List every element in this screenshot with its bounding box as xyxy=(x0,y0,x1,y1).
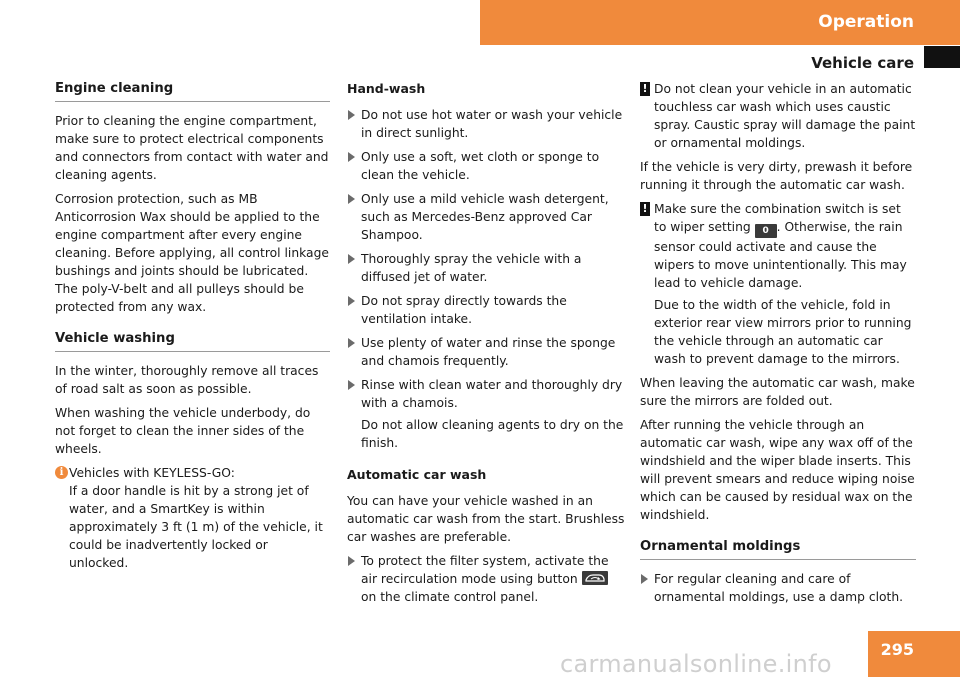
heading-hand-wash: Hand-wash xyxy=(347,81,426,96)
warning-note: ! Make sure the combination switch is set to wiper setting 0 . Otherwise, the rain sensor could activate and cause the wipers to move unintentionally. This may lead to vehicle damage. Due to the width of the vehicle, fold in exterior rear view mirrors prior to running the vehicle through an automatic car wash to prevent damage to the mirrors. xyxy=(640,200,916,368)
list-item: For regular cleaning and care of ornamental moldings, use a damp cloth. xyxy=(640,570,916,606)
list-item: To protect the filter system, activate the air recirculation mode using button on the climate control panel. xyxy=(347,552,625,606)
list-item: Thoroughly spray the vehicle with a diffused jet of water. xyxy=(347,250,625,286)
arrow-bullet-icon xyxy=(348,194,355,204)
page-number: 295 xyxy=(880,640,914,659)
paragraph: Prior to cleaning the engine compartment, make sure to protect electrical components and connectors from contact with water and cleaning agents. xyxy=(55,114,329,182)
list-item: Only use a soft, wet cloth or sponge to clean the vehicle. xyxy=(347,148,625,184)
paragraph: You can have your vehicle washed in an automatic car wash from the start. Brushless car washes are preferable. xyxy=(347,494,625,544)
arrow-bullet-icon xyxy=(641,574,648,584)
list-item: Only use a mild vehicle wash detergent, such as Mercedes-Benz approved Car Shampoo. xyxy=(347,190,625,244)
info-note xyxy=(55,464,330,572)
paragraph: Corrosion protection, such as MB Anticorrosion Wax should be applied to the engine compartment after every engine cleaning. Before applying, all control linkage bushings and joints should be lubricated. The poly-V-belt and all pulleys should be protected from any wax. xyxy=(55,192,329,314)
info-note-line1: Vehicles with KEYLESS-GO: xyxy=(69,466,235,480)
paragraph: In the winter, thoroughly remove all traces of road salt as soon as possible. xyxy=(55,364,319,396)
list-item-continuation: Do not allow cleaning agents to dry on the finish. xyxy=(361,418,624,450)
wiper-setting-key: 0 xyxy=(755,224,777,238)
heading-engine-cleaning: Engine cleaning xyxy=(55,80,330,102)
info-icon: i xyxy=(55,466,68,479)
paragraph: When leaving the automatic car wash, make sure the mirrors are folded out. xyxy=(640,376,915,408)
arrow-bullet-icon xyxy=(348,556,355,566)
arrow-bullet-icon xyxy=(348,110,355,120)
heading-automatic-car-wash: Automatic car wash xyxy=(347,467,487,482)
warning-note: ! Do not clean your vehicle in an automatic touchless car wash which uses caustic spray. Caustic spray will damage the paint or ornamental moldings. xyxy=(640,80,916,152)
paragraph: When washing the vehicle underbody, do not forget to clean the inner sides of the wheels. xyxy=(55,406,311,456)
watermark: carmanualsonline.info xyxy=(560,650,832,678)
warning-continuation: Due to the width of the vehicle, fold in exterior rear view mirrors prior to running the vehicle through an automatic car wash to prevent damage to the mirrors. xyxy=(654,298,912,366)
heading-ornamental-moldings: Ornamental moldings xyxy=(640,538,916,560)
section-tab xyxy=(480,0,960,45)
corner-marker xyxy=(924,46,960,68)
column-2 xyxy=(347,80,625,612)
list-item: Do not use hot water or wash your vehicle in direct sunlight. xyxy=(347,106,625,142)
column-1 xyxy=(55,80,330,578)
list-item: Use plenty of water and rinse the sponge and chamois frequently. xyxy=(347,334,625,370)
paragraph: After running the vehicle through an automatic car wash, wipe any wax off of the windshield and the wiper blade inserts. This will prevent smears and reduce wiping noise which can be caused by residual wax on the windshield. xyxy=(640,418,915,522)
arrow-bullet-icon xyxy=(348,338,355,348)
arrow-bullet-icon xyxy=(348,380,355,390)
warning-icon: ! xyxy=(640,202,650,216)
arrow-bullet-icon xyxy=(348,296,355,306)
paragraph: If the vehicle is very dirty, prewash it before running it through the automatic car wash. xyxy=(640,160,913,192)
air-recirculation-icon xyxy=(582,571,608,585)
warning-icon: ! xyxy=(640,82,650,96)
list-item: Do not spray directly towards the ventilation intake. xyxy=(347,292,625,328)
heading-vehicle-washing: Vehicle washing xyxy=(55,330,330,352)
column-3 xyxy=(640,80,916,612)
arrow-bullet-icon xyxy=(348,254,355,264)
section-title: Operation xyxy=(818,12,914,32)
arrow-bullet-icon xyxy=(348,152,355,162)
subsection-title: Vehicle care xyxy=(811,54,914,72)
page-number-tab xyxy=(868,631,960,677)
info-note-line2: If a door handle is hit by a strong jet of water, and a SmartKey is within approximately 3 ft (1 m) of the vehicle, it could be inadvertently locked or unlocked. xyxy=(69,484,323,570)
list-item: Rinse with clean water and thoroughly dry with a chamois. Do not allow cleaning agents to dry on the finish. xyxy=(347,376,625,452)
